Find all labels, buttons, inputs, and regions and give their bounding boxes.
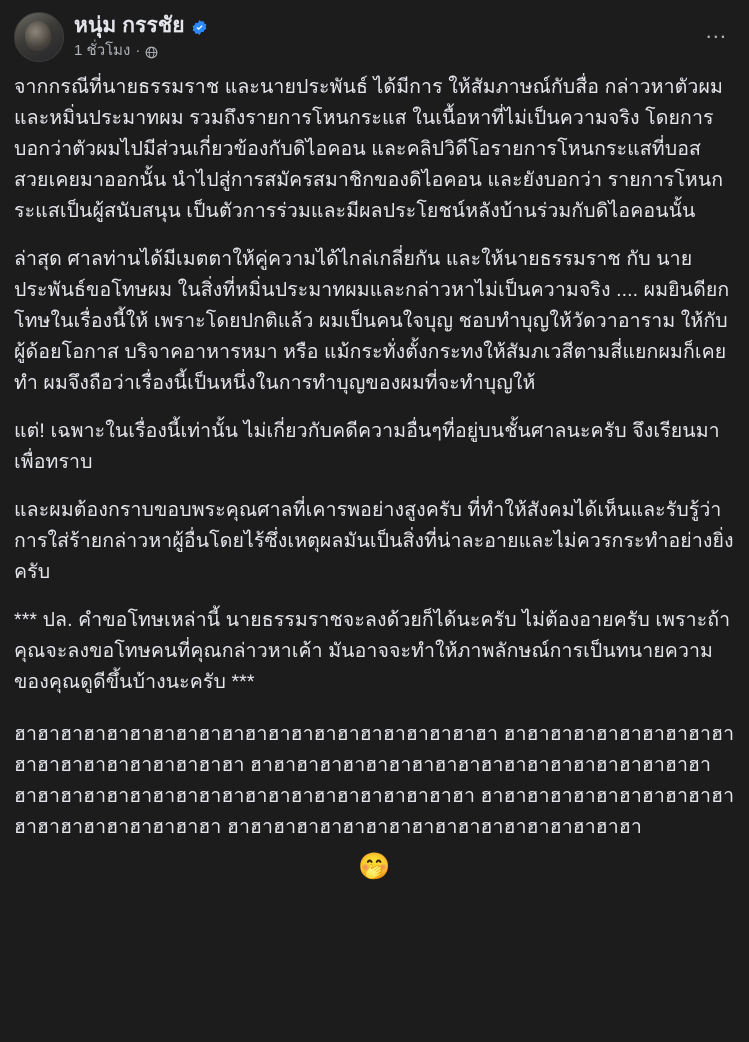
post-paragraph: *** ปล. คำขอโทษเหล่านี้ นายธรรมราชจะลงด้วยก็ได้นะครับ ไม่ต้องอายครับ เพราะถ้าคุณจะลงขอโทษคนที่คุณกล่าวหาเค้า มันอาจจะทำให้ภาพลักษณ์การเป็นทนายความของคุณดูดีขึ้นบ้างนะครับ *** — [14, 609, 731, 693]
post-body — [14, 72, 735, 883]
post-paragraph: แต่! เฉพาะในเรื่องนี้เท่านั้น ไม่เกี่ยวกับคดีความอื่นๆที่อยู่บนชั้นศาลนะครับ จึงเรียนมาเพื่อทราบ — [14, 420, 720, 473]
post-options-menu-icon[interactable]: ... — [705, 18, 727, 43]
verified-badge-icon — [191, 19, 208, 36]
meta-separator: · — [135, 42, 141, 59]
post-paragraph: และผมต้องกราบขอบพระคุณศาลที่เคารพอย่างสูงครับ ที่ทำให้สังคมได้เห็นและรับรู้ว่า การใส่ร้ายกล่าวหาผู้อื่นโดยไร้ซึ่งเหตุผลมันเป็นสิ่งที่น่าละอายและไม่ควรกระทำอย่างยิ่งครับ — [14, 499, 734, 583]
post-emoji: 🤭 — [358, 851, 391, 881]
avatar[interactable] — [14, 12, 64, 62]
post-paragraph: จากกรณีที่นายธรรมราช และนายประพันธ์ ได้มีการ ให้สัมภาษณ์กับสื่อ กล่าวหาตัวผมและหมิ่นประมาทผม รวมถึงรายการโหนกระแส ในเนื้อหาที่ไม่เป็นความจริง โดยการบอกว่าตัวผมไปมีส่วนเกี่ยวข้องกับดิไอคอน และคลิปวิดีโอรายการโหนกระแสที่บอสสวยเคยมาออกนั้น นำไปสู่การสมัครสมาชิกของดิไอคอน และยังบอกว่า รายการโหนกระแสเป็นผู้สนับสนุน เป็นตัวการร่วมและมีผลประโยชน์หลังบ้านร่วมกับดิไอคอนนั้น — [14, 76, 724, 222]
author-name-row — [74, 13, 208, 39]
post-timestamp[interactable]: 1 ชั่วโมง — [74, 42, 131, 59]
post-paragraph: ล่าสุด ศาลท่านได้มีเมตตาให้คู่ความได้ไกล่เกลี่ยกัน และให้นายธรรมราช กับ นายประพันธ์ขอโทษผม ในสิ่งที่หมิ่นประมาทผมและกล่าวหาไม่เป็นความจริง .... ผมยินดียกโทษในเรื่องนี้ให้ เพราะโดยปกติแล้ว ผมเป็นคนใจบุญ ชอบทำบุญให้วัดวาอาราม ให้กับผู้ด้อยโอกาส บริจาคอาหารหมา หรือ แม้กระทั่งตั้งกระทงให้สัมภเวสีตามสี่แยกผมก็เคยทำ ผมจึงถือว่าเรื่องนี้เป็นหนึ่งในการทำบุญของผมที่จะทำบุญให้ — [14, 248, 730, 394]
post-meta — [74, 42, 208, 60]
author-name[interactable]: หนุ่ม กรรชัย — [74, 14, 185, 37]
post-laugh-text: ฮาฮาฮาฮาฮาฮาฮาฮาฮาฮาฮาฮาฮาฮาฮาฮาฮาฮาฮาฮาฮา ฮาฮาฮาฮาฮาฮาฮาฮาฮาฮาฮาฮาฮาฮาฮาฮาฮาฮาฮาฮา ฮาฮาฮาฮาฮาฮาฮาฮาฮาฮาฮาฮาฮาฮาฮาฮาฮาฮาฮาฮา ฮาฮาฮาฮาฮาฮาฮาฮาฮาฮาฮาฮาฮาฮาฮาฮาฮาฮาฮาฮา ฮาฮาฮาฮาฮาฮาฮาฮาฮาฮาฮาฮาฮาฮาฮาฮาฮาฮาฮาฮา ฮาฮาฮาฮาฮาฮาฮาฮาฮาฮาฮาฮาฮาฮาฮาฮาฮาฮา — [14, 723, 735, 838]
post-author-block — [74, 12, 208, 60]
post-header — [14, 10, 735, 72]
globe-icon[interactable] — [145, 46, 158, 59]
